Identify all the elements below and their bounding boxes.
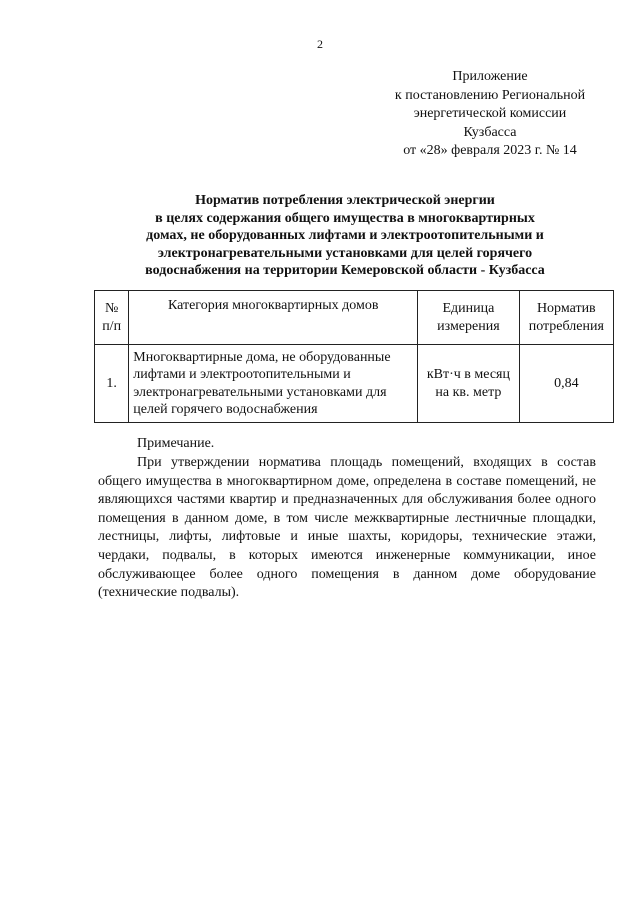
document-title (100, 192, 590, 280)
appendix-block (380, 68, 600, 161)
header-unit (418, 291, 519, 345)
note-body: При утверждении норматива площадь помещений, входящих в состав общего имущества в многоквартирном доме, определена в составе помещений, не являющихся частями квартир и предназначенных для обслуживания более одного помещения в данном доме, в том числе межквартирные лестничные площадки, лестницы, лифты, лифтовые и иные шахты, коридоры, технические этажи, чердаки, подвалы, в которых имеются инженерные коммуникации, иное обслуживающее более одного помещения в данном доме оборудование (технические подвалы). (98, 455, 596, 601)
note-heading: Примечание. (137, 436, 215, 451)
title-line: домах, не оборудованных лифтами и электроотопительными и (146, 228, 544, 243)
title-line: в целях содержания общего имущества в многоквартирных (155, 210, 535, 226)
cell-category: Многоквартирные дома, не оборудованные лифтами и электроотопительными и электронагревательными установками для целей горячего водоснабжения (129, 345, 418, 423)
title-line: водоснабжения на территории Кемеровской области - Кузбасса (145, 263, 545, 278)
header-norm-line: Норматив (536, 301, 596, 316)
header-norm-line: потребления (528, 318, 604, 334)
cell-unit-line: кВт·ч в месяц (426, 367, 510, 382)
header-num-line: п/п (102, 318, 122, 334)
norm-table (94, 290, 614, 423)
table-header-row (95, 291, 614, 345)
header-unit-line: Единица (442, 301, 495, 316)
header-category-label: Категория многоквартирных домов (167, 298, 379, 313)
cell-num: 1. (95, 345, 129, 423)
header-norm (519, 291, 613, 345)
table-row (95, 345, 614, 423)
page-number: 2 (317, 37, 323, 51)
appendix-line: от «28» февраля 2023 г. № 14 (403, 143, 577, 158)
header-num (95, 291, 129, 345)
cell-unit (418, 345, 519, 423)
header-unit-line: измерения (437, 318, 500, 334)
title-line: Норматив потребления электрической энергии (195, 193, 495, 208)
appendix-line: энергетической комиссии (413, 106, 567, 121)
header-category (129, 291, 418, 345)
title-line: электронагревательными установками для целей горячего (157, 245, 533, 261)
appendix-line: Кузбасса (463, 124, 517, 140)
appendix-line: к постановлению Региональной (394, 87, 586, 103)
header-num-line: № (104, 301, 119, 316)
cell-unit-line: на кв. метр (435, 384, 502, 400)
cell-norm: 0,84 (519, 345, 613, 423)
appendix-line: Приложение (452, 69, 528, 84)
